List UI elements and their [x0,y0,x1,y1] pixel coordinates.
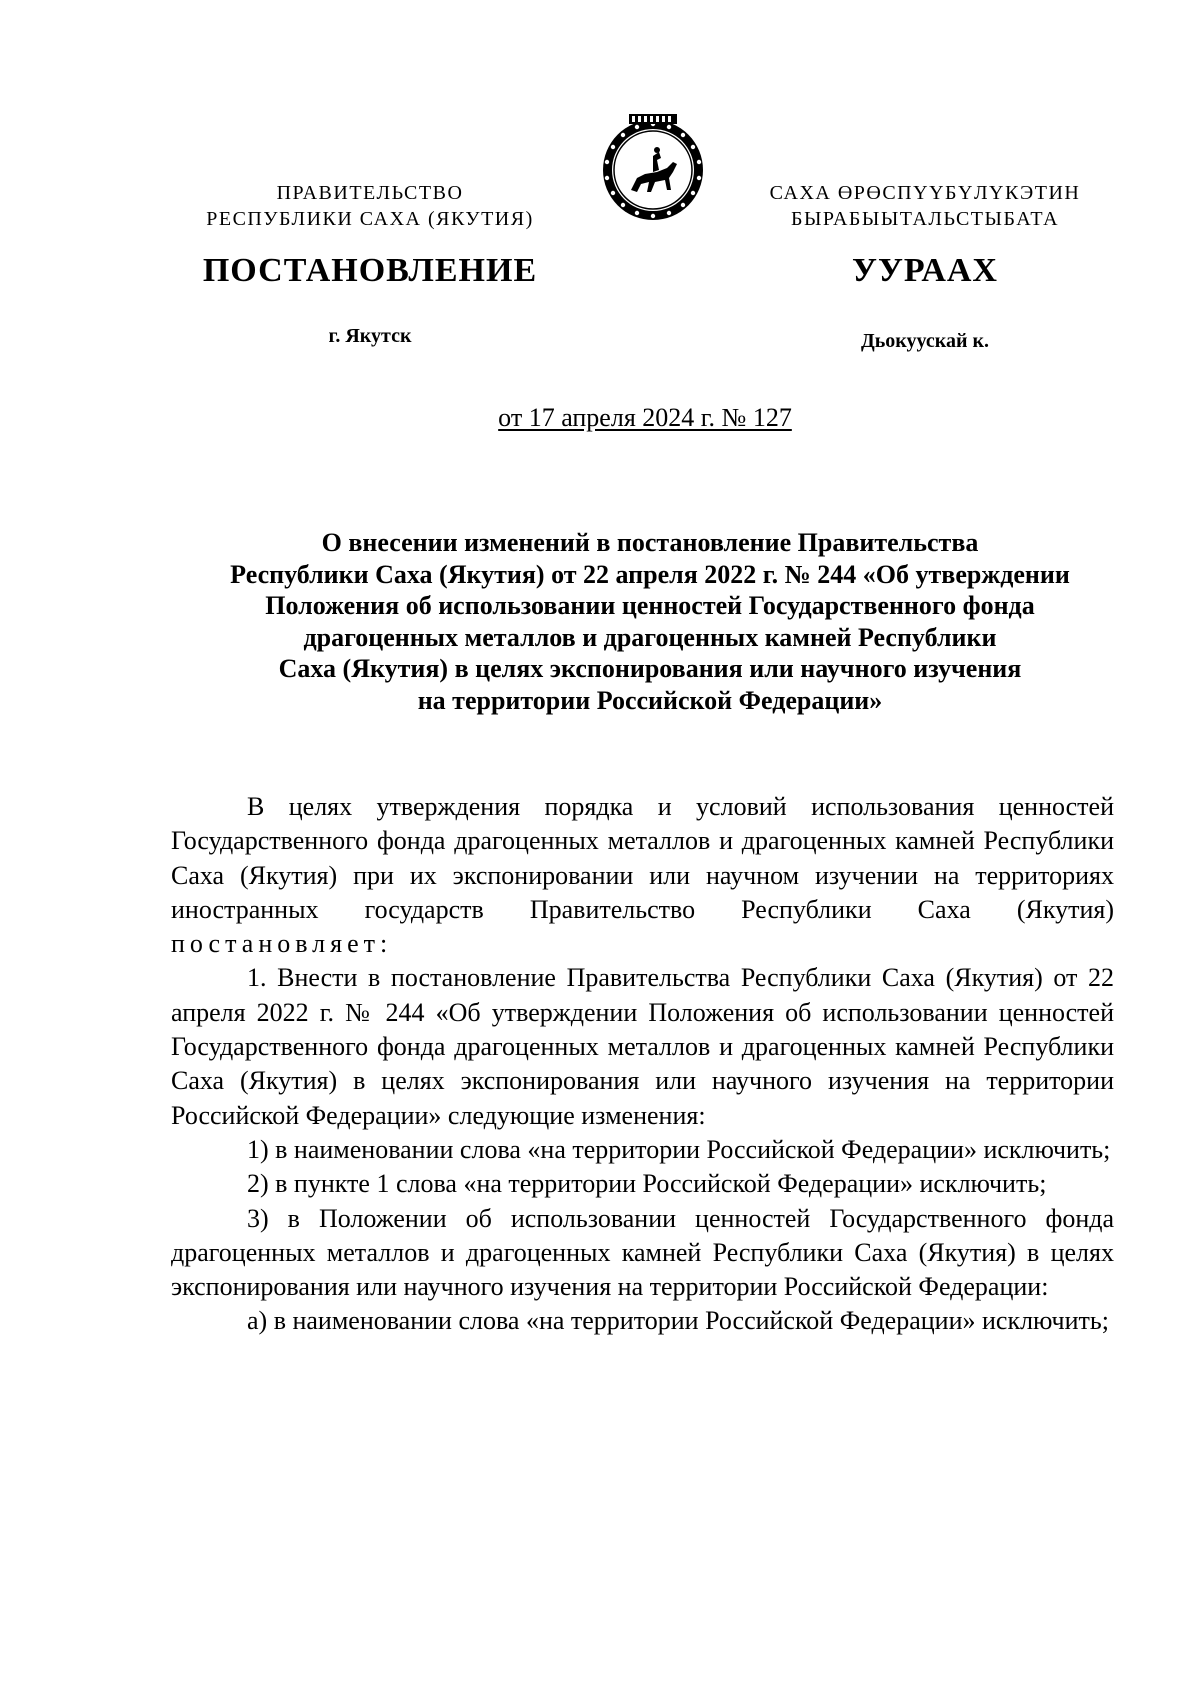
government-name-line2: РЕСПУБЛИКИ САХА (ЯКУТИЯ) [206,208,534,230]
document-title [150,527,1150,716]
government-name-line1: ПРАВИТЕЛЬСТВО [276,182,464,204]
document-body [171,790,1114,1339]
title-line: О внесении изменений в постановление Правительства [321,528,979,557]
subitem-3a-paragraph: а) в наименовании слова «на территории Российской Федерации» исключить; [247,1306,1109,1336]
decree-date-number-text: от 17 апреля 2024 г. № 127 [498,403,792,432]
city-russian: г. Якутск [328,325,412,347]
coat-of-arms-icon [597,112,709,224]
title-line: на территории Российской Федерации» [417,685,883,715]
header-right-block [740,180,1110,232]
title-line: драгоценных металлов и драгоценных камней Республики [303,622,997,652]
preamble-paragraph [171,790,1114,961]
government-name-yakut-line1: САХА ӨРӨСПҮҮБҮЛҮКЭТИН [769,182,1081,204]
subitem-3-paragraph: 3) в Положении об использовании ценностей Государственного фонда драгоценных металлов и драгоценных камней Республики Саха (Якутия) в целях экспонирования или научного изучения на территории Российской Федерации: [171,1203,1114,1302]
city-yakut: Дьокуускай к. [860,330,990,352]
title-line: Положения об использовании ценностей Государственного фонда [265,591,1035,620]
doc-type-russian: ПОСТАНОВЛЕНИЕ [202,252,538,289]
doc-type-yakut: УУРААХ [852,252,998,289]
preamble-verb: постановляет: [171,929,393,959]
header-left-block [175,180,565,232]
subitem-1-paragraph: 1) в наименовании слова «на территории Российской Федерации» исключить; [247,1134,1111,1164]
subitem-2-paragraph: 2) в пункте 1 слова «на территории Российской Федерации» исключить; [247,1169,1047,1199]
title-line: Саха (Якутия) в целях экспонирования или научного изучения [278,654,1022,683]
preamble-text: В целях утверждения порядка и условий использования ценностей Государственного фонда драгоценных металлов и драгоценных камней Республики Саха (Якутия) при их экспонировании или научном изучении на территориях иностранных государств Правительство Республики Саха (Якутия) [171,792,1114,924]
item-1-paragraph: 1. Внести в постановление Правительства Республики Саха (Якутия) от 22 апреля 2022 г. № 244 «Об утверждении Положения об использовании ценностей Государственного фонда драгоценных металлов и драгоценных камней Республики Саха (Якутия) в целях экспонирования или научного изучения на территории Российской Федерации» следующие изменения: [171,963,1114,1130]
decree-date-number [0,403,1200,433]
government-name-yakut-line2: БЫРАБЫЫТАЛЬСТЫБАТА [790,208,1060,230]
title-line: Республики Саха (Якутия) от 22 апреля 2022 г. № 244 «Об утверждении [230,559,1070,589]
